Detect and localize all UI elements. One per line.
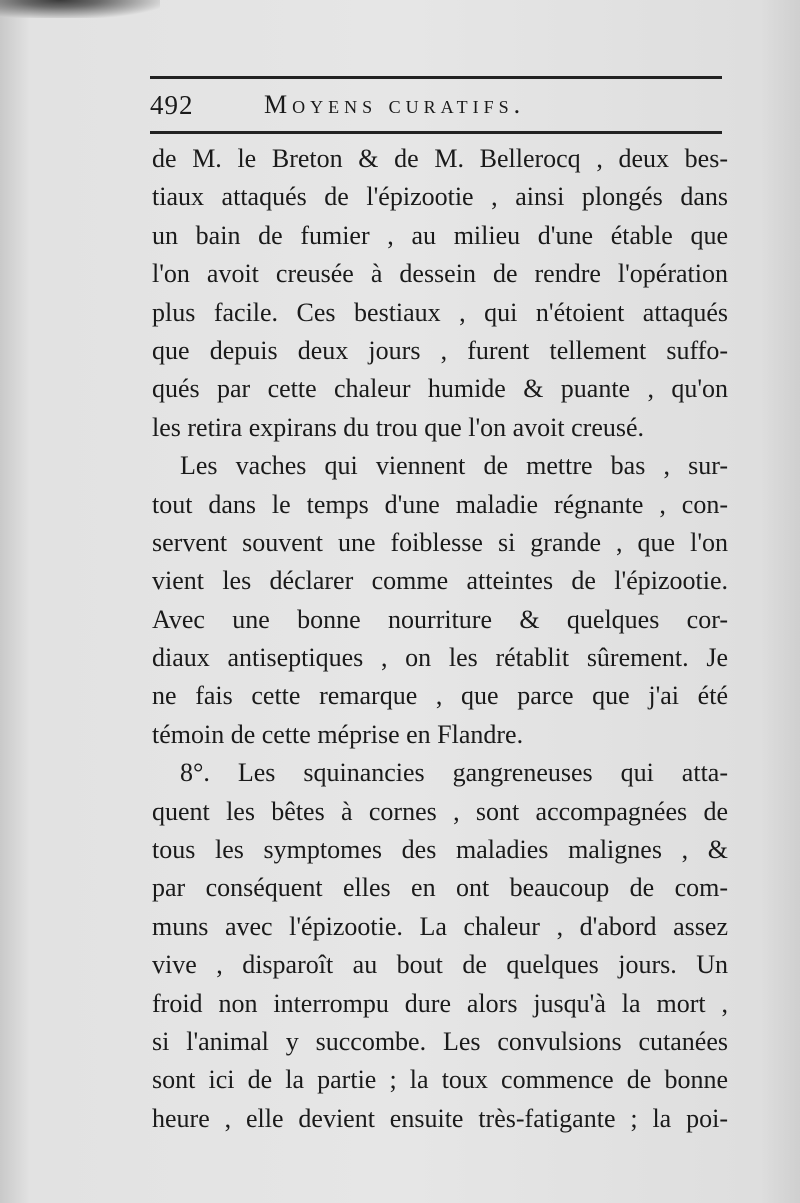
text-line: un bain de fumier , au milieu d'une étable que xyxy=(152,220,728,250)
text-line: vient les déclarer comme atteintes de l'épizootie. xyxy=(152,566,728,596)
text-line: qués par cette chaleur humide & puante , qu'on xyxy=(152,374,728,404)
page-number: 492 xyxy=(150,90,194,120)
text-line: ne fais cette remarque , que parce que j'ai été xyxy=(152,681,728,711)
text-line: par conséquent elles en ont beaucoup de com- xyxy=(152,873,728,903)
text-line: que depuis deux jours , furent tellement suffo- xyxy=(152,335,728,365)
text-line: Les vaches qui viennent de mettre bas , sur- xyxy=(180,451,728,481)
page-edge-shadow xyxy=(0,0,160,18)
text-line: heure , elle devient ensuite très-fatigante ; la poi- xyxy=(152,1103,728,1133)
header-rule-bottom xyxy=(150,131,722,134)
text-line: témoin de cette méprise en Flandre. xyxy=(152,719,524,749)
text-line: si l'animal y succombe. Les convulsions cutanées xyxy=(152,1026,728,1056)
text-line: 8°. Les squinancies gangreneuses qui atta- xyxy=(180,758,728,788)
text-line: quent les bêtes à cornes , sont accompagnées de xyxy=(152,796,728,826)
text-line: tout dans le temps d'une maladie régnante , con- xyxy=(152,489,728,519)
text-line: tous les symptomes des maladies malignes , & xyxy=(152,835,728,865)
text-line: diaux antiseptiques , on les rétablit sûrement. Je xyxy=(152,643,728,673)
body-text xyxy=(152,140,728,1138)
running-title: Moyens curatifs. xyxy=(264,90,526,119)
text-line: muns avec l'épizootie. La chaleur , d'abord assez xyxy=(152,911,728,941)
text-line: plus facile. Ces bestiaux , qui n'étoient attaqués xyxy=(152,297,728,327)
text-line: de M. le Breton & de M. Bellerocq , deux bes- xyxy=(152,144,728,173)
text-line: les retira expirans du trou que l'on avoit creusé. xyxy=(152,412,645,442)
text-line: tiaux attaqués de l'épizootie , ainsi plongés dans xyxy=(152,182,728,212)
running-header xyxy=(150,84,722,128)
text-line: sont ici de la partie ; la toux commence de bonne xyxy=(152,1065,728,1095)
text-line: servent souvent une foiblesse si grande , que l'on xyxy=(152,527,728,557)
text-line: froid non interrompu dure alors jusqu'à la mort , xyxy=(152,988,728,1018)
text-line: vive , disparoît au bout de quelques jours. Un xyxy=(152,950,728,980)
text-line: Avec une bonne nourriture & quelques cor- xyxy=(152,604,728,634)
header-rule-top xyxy=(150,76,722,79)
text-line: l'on avoit creusée à dessein de rendre l'opération xyxy=(152,259,728,289)
